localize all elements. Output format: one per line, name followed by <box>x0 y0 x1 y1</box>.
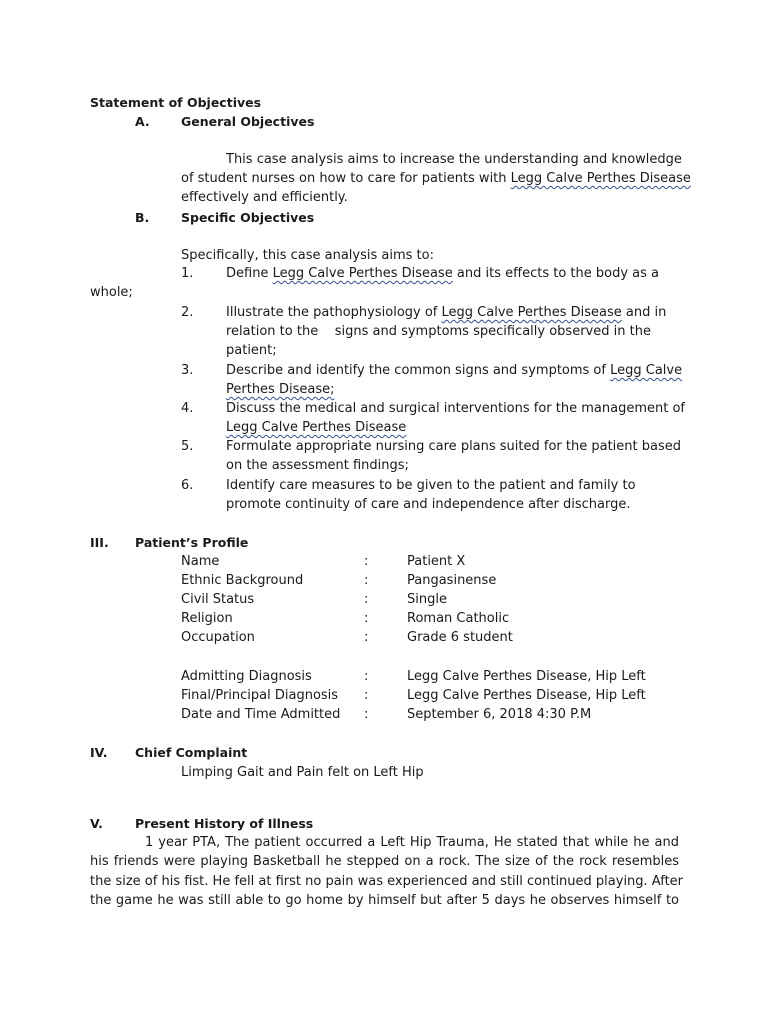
complaint-section-title: Chief Complaint <box>135 745 248 760</box>
profile-separator: : <box>364 611 369 626</box>
profile-label: Name <box>181 554 220 569</box>
specific-objectives-letter: B. <box>135 210 150 225</box>
profile-value: Legg Calve Perthes Disease, Hip Left <box>407 688 646 703</box>
objective-2-line-3: patient; <box>226 343 277 358</box>
profile-value: Legg Calve Perthes Disease, Hip Left <box>407 669 646 684</box>
objective-1-wrap: whole; <box>90 285 133 300</box>
profile-value: Grade 6 student <box>407 630 513 645</box>
history-line-3: the size of his fist. He fell at first no pain was experienced and still continued playing. After <box>90 874 684 889</box>
profile-value: Pangasinense <box>407 573 497 588</box>
complaint-text: Limping Gait and Pain felt on Left Hip <box>181 765 424 780</box>
history-line-4: the game he was still able to go home by himself but after 5 days he observes himself to <box>90 893 679 908</box>
general-para-line-1: This case analysis aims to increase the understanding and knowledge <box>226 152 682 167</box>
objective-2-text: Illustrate the pathophysiology of Legg Calve Perthes Disease and in <box>226 305 667 320</box>
objective-3-line-2: Perthes Disease; <box>226 382 335 397</box>
objective-4-num: 4. <box>181 401 194 416</box>
objective-5-line-2: on the assessment findings; <box>226 458 409 473</box>
profile-value: Roman Catholic <box>407 611 510 626</box>
objective-3-text: Describe and identify the common signs and symptoms of Legg Calve <box>226 363 683 378</box>
section-heading-objectives: Statement of Objectives <box>90 95 262 110</box>
profile-value: September 6, 2018 4:30 P.M <box>407 707 592 722</box>
profile-label: Religion <box>181 611 233 626</box>
objective-2-line-2: relation to the signs and symptoms specifically observed in the <box>226 324 651 339</box>
profile-section-num: III. <box>90 535 109 550</box>
disease-link: Legg Calve Perthes Disease <box>510 171 691 186</box>
profile-label: Occupation <box>181 630 255 645</box>
profile-label: Civil Status <box>181 592 255 607</box>
profile-separator: : <box>364 688 369 703</box>
objective-4-line-2: Legg Calve Perthes Disease <box>226 420 407 435</box>
disease-link: Legg Calve <box>610 363 683 378</box>
objective-1-num: 1. <box>181 266 194 281</box>
profile-separator: : <box>364 554 369 569</box>
history-section-title: Present History of Illness <box>135 816 314 831</box>
profile-separator: : <box>364 573 369 588</box>
objective-6-text: Identify care measures to be given to the patient and family to <box>226 478 636 493</box>
history-line-1: 1 year PTA, The patient occurred a Left Hip Trauma, He stated that while he and <box>145 835 679 850</box>
history-section-num: V. <box>90 816 103 831</box>
objective-5-text: Formulate appropriate nursing care plans suited for the patient based <box>226 439 681 454</box>
profile-label: Ethnic Background <box>181 573 304 588</box>
general-para-line-2: of student nurses on how to care for patients with Legg Calve Perthes Disease <box>181 171 691 186</box>
history-line-2: his friends were playing Basketball he stepped on a rock. The size of the rock resembles <box>90 854 679 869</box>
profile-separator: : <box>364 630 369 645</box>
general-objectives-letter: A. <box>135 114 150 129</box>
objective-6-num: 6. <box>181 478 194 493</box>
general-para-line-3: effectively and efficiently. <box>181 190 348 205</box>
complaint-section-num: IV. <box>90 745 108 760</box>
profile-separator: : <box>364 592 369 607</box>
disease-link: Legg Calve Perthes Disease <box>441 305 622 320</box>
objective-6-line-2: promote continuity of care and independence after discharge. <box>226 497 631 512</box>
profile-label: Final/Principal Diagnosis <box>181 688 339 703</box>
profile-separator: : <box>364 669 369 684</box>
profile-label: Admitting Diagnosis <box>181 669 312 684</box>
profile-value: Patient X <box>407 554 466 569</box>
general-objectives-title: General Objectives <box>181 114 315 129</box>
objective-1-text: Define Legg Calve Perthes Disease and its effects to the body as a <box>226 266 660 281</box>
profile-section-title: Patient’s Profile <box>135 535 249 550</box>
specific-intro: Specifically, this case analysis aims to: <box>181 248 434 263</box>
profile-label: Date and Time Admitted <box>181 707 341 722</box>
objective-2-num: 2. <box>181 305 194 320</box>
objective-5-num: 5. <box>181 439 194 454</box>
objective-4-text: Discuss the medical and surgical interventions for the management of <box>226 401 685 416</box>
specific-objectives-title: Specific Objectives <box>181 210 315 225</box>
objective-3-num: 3. <box>181 363 194 378</box>
profile-value: Single <box>407 592 447 607</box>
disease-link: Legg Calve Perthes Disease <box>272 266 453 281</box>
profile-separator: : <box>364 707 369 722</box>
